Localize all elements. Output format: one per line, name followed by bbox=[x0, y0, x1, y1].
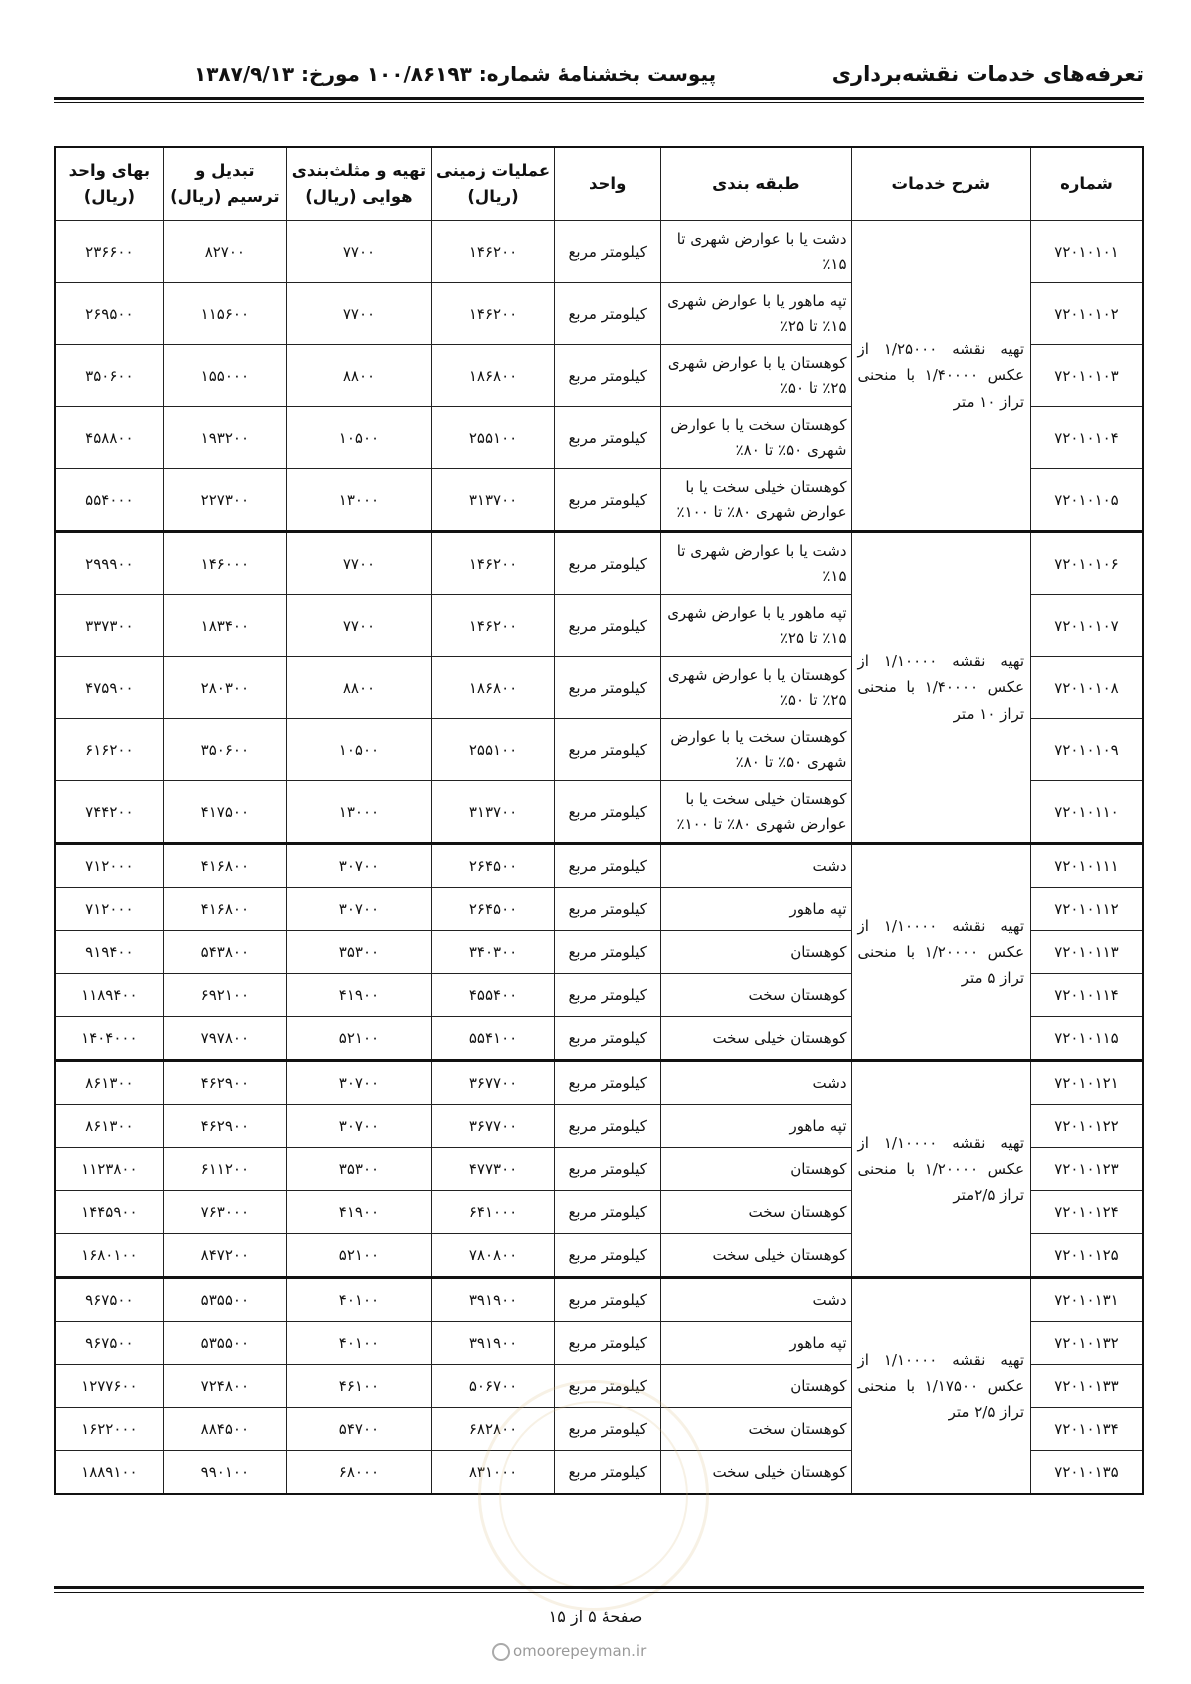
row-number: ۷۲۰۱۰۱۱۰ bbox=[1031, 781, 1143, 844]
row-number: ۷۲۰۱۰۱۲۱ bbox=[1031, 1061, 1143, 1105]
classification-cell: کوهستان سخت bbox=[661, 1408, 851, 1451]
row-number: ۷۲۰۱۰۱۲۳ bbox=[1031, 1148, 1143, 1191]
classification-cell: تپه ماهور یا با عوارض شهری ۱۵٪ تا ۲۵٪ bbox=[661, 283, 851, 345]
classification-cell: کوهستان خیلی سخت یا با عوارض شهری ۸۰٪ تا ۱۰۰٪ bbox=[661, 469, 851, 532]
drawing-cell: ۲۲۷۳۰۰ bbox=[163, 469, 286, 532]
col-header-number: شماره bbox=[1031, 147, 1143, 221]
row-number: ۷۲۰۱۰۱۰۳ bbox=[1031, 345, 1143, 407]
col-header-classification: طبقه بندی bbox=[661, 147, 851, 221]
document-title: تعرفه‌های خدمات نقشه‌برداری bbox=[831, 62, 1144, 86]
unit-cell: کیلومتر مربع bbox=[555, 469, 661, 532]
row-number: ۷۲۰۱۰۱۲۴ bbox=[1031, 1191, 1143, 1234]
classification-cell: دشت یا با عوارض شهری تا ۱۵٪ bbox=[661, 221, 851, 283]
drawing-cell: ۶۱۱۲۰۰ bbox=[163, 1148, 286, 1191]
footer-rule bbox=[54, 1586, 1144, 1589]
ground-ops-cell: ۸۳۱۰۰۰ bbox=[431, 1451, 554, 1495]
col-header-unit: واحد bbox=[555, 147, 661, 221]
at-icon bbox=[492, 1643, 510, 1661]
site-name: omoorepeyman.ir bbox=[513, 1642, 647, 1660]
unit-cell: کیلومتر مربع bbox=[555, 719, 661, 781]
unit-price-cell: ۹۱۹۴۰۰ bbox=[55, 931, 163, 974]
drawing-cell: ۱۵۵۰۰۰ bbox=[163, 345, 286, 407]
classification-cell: کوهستان bbox=[661, 1148, 851, 1191]
row-number: ۷۲۰۱۰۱۳۴ bbox=[1031, 1408, 1143, 1451]
aerial-cell: ۸۸۰۰ bbox=[286, 657, 431, 719]
row-number: ۷۲۰۱۰۱۳۱ bbox=[1031, 1278, 1143, 1322]
drawing-cell: ۵۳۵۵۰۰ bbox=[163, 1278, 286, 1322]
row-number: ۷۲۰۱۰۱۰۶ bbox=[1031, 532, 1143, 595]
aerial-cell: ۶۸۰۰۰ bbox=[286, 1451, 431, 1495]
drawing-cell: ۹۹۰۱۰۰ bbox=[163, 1451, 286, 1495]
table-row bbox=[55, 1278, 1143, 1322]
classification-cell: تپه ماهور یا با عوارض شهری ۱۵٪ تا ۲۵٪ bbox=[661, 595, 851, 657]
service-description: تهیه نقشه ۱/۱۰۰۰۰ از عکس ۱/۱۷۵۰۰ با منحنی تراز ۲/۵ متر bbox=[851, 1278, 1031, 1495]
drawing-cell: ۴۱۶۸۰۰ bbox=[163, 888, 286, 931]
drawing-cell: ۴۶۲۹۰۰ bbox=[163, 1105, 286, 1148]
unit-cell: کیلومتر مربع bbox=[555, 532, 661, 595]
aerial-cell: ۴۶۱۰۰ bbox=[286, 1365, 431, 1408]
classification-cell: کوهستان سخت یا با عوارض شهری ۵۰٪ تا ۸۰٪ bbox=[661, 719, 851, 781]
drawing-cell: ۵۳۵۵۰۰ bbox=[163, 1322, 286, 1365]
unit-cell: کیلومتر مربع bbox=[555, 1105, 661, 1148]
unit-price-cell: ۵۵۴۰۰۰ bbox=[55, 469, 163, 532]
unit-cell: کیلومتر مربع bbox=[555, 345, 661, 407]
aerial-cell: ۸۸۰۰ bbox=[286, 345, 431, 407]
unit-price-cell: ۸۶۱۳۰۰ bbox=[55, 1061, 163, 1105]
classification-cell: کوهستان سخت bbox=[661, 974, 851, 1017]
aerial-cell: ۳۰۷۰۰ bbox=[286, 888, 431, 931]
unit-price-cell: ۱۲۷۷۶۰۰ bbox=[55, 1365, 163, 1408]
drawing-cell: ۲۸۰۳۰۰ bbox=[163, 657, 286, 719]
circular-reference: پیوست بخشنامهٔ شماره: ۱۰۰/۸۶۱۹۳ مورخ: ۱۳۸۷/۹/۱۳ bbox=[194, 62, 717, 86]
row-number: ۷۲۰۱۰۱۰۵ bbox=[1031, 469, 1143, 532]
unit-price-cell: ۷۴۴۲۰۰ bbox=[55, 781, 163, 844]
unit-cell: کیلومتر مربع bbox=[555, 974, 661, 1017]
watermark-seal bbox=[478, 1380, 709, 1611]
unit-price-cell: ۱۶۲۲۰۰۰ bbox=[55, 1408, 163, 1451]
unit-price-cell: ۷۱۲۰۰۰ bbox=[55, 844, 163, 888]
aerial-cell: ۱۰۵۰۰ bbox=[286, 719, 431, 781]
drawing-cell: ۷۲۴۸۰۰ bbox=[163, 1365, 286, 1408]
unit-cell: کیلومتر مربع bbox=[555, 407, 661, 469]
aerial-cell: ۵۴۷۰۰ bbox=[286, 1408, 431, 1451]
unit-cell: کیلومتر مربع bbox=[555, 888, 661, 931]
drawing-cell: ۷۶۳۰۰۰ bbox=[163, 1191, 286, 1234]
ground-ops-cell: ۳۹۱۹۰۰ bbox=[431, 1278, 554, 1322]
classification-cell: کوهستان خیلی سخت یا با عوارض شهری ۸۰٪ تا ۱۰۰٪ bbox=[661, 781, 851, 844]
unit-price-cell: ۱۱۸۹۴۰۰ bbox=[55, 974, 163, 1017]
unit-price-cell: ۶۱۶۲۰۰ bbox=[55, 719, 163, 781]
aerial-cell: ۵۲۱۰۰ bbox=[286, 1234, 431, 1278]
unit-cell: کیلومتر مربع bbox=[555, 1322, 661, 1365]
unit-cell: کیلومتر مربع bbox=[555, 283, 661, 345]
unit-cell: کیلومتر مربع bbox=[555, 1148, 661, 1191]
row-number: ۷۲۰۱۰۱۱۳ bbox=[1031, 931, 1143, 974]
row-number: ۷۲۰۱۰۱۱۲ bbox=[1031, 888, 1143, 931]
ground-ops-cell: ۱۴۶۲۰۰ bbox=[431, 283, 554, 345]
row-number: ۷۲۰۱۰۱۳۳ bbox=[1031, 1365, 1143, 1408]
row-number: ۷۲۰۱۰۱۱۱ bbox=[1031, 844, 1143, 888]
aerial-cell: ۴۰۱۰۰ bbox=[286, 1278, 431, 1322]
unit-price-cell: ۱۶۸۰۱۰۰ bbox=[55, 1234, 163, 1278]
drawing-cell: ۳۵۰۶۰۰ bbox=[163, 719, 286, 781]
unit-price-cell: ۹۶۷۵۰۰ bbox=[55, 1278, 163, 1322]
header-rule bbox=[54, 97, 1144, 100]
unit-cell: کیلومتر مربع bbox=[555, 1451, 661, 1495]
drawing-cell: ۸۲۷۰۰ bbox=[163, 221, 286, 283]
unit-cell: کیلومتر مربع bbox=[555, 1408, 661, 1451]
unit-price-cell: ۸۶۱۳۰۰ bbox=[55, 1105, 163, 1148]
unit-cell: کیلومتر مربع bbox=[555, 1061, 661, 1105]
tariff-table bbox=[54, 146, 1144, 1495]
aerial-cell: ۳۵۳۰۰ bbox=[286, 931, 431, 974]
aerial-cell: ۳۰۷۰۰ bbox=[286, 1061, 431, 1105]
ground-ops-cell: ۳۶۷۷۰۰ bbox=[431, 1105, 554, 1148]
drawing-cell: ۱۴۶۰۰۰ bbox=[163, 532, 286, 595]
drawing-cell: ۱۹۳۲۰۰ bbox=[163, 407, 286, 469]
aerial-cell: ۳۵۳۰۰ bbox=[286, 1148, 431, 1191]
unit-price-cell: ۷۱۲۰۰۰ bbox=[55, 888, 163, 931]
unit-cell: کیلومتر مربع bbox=[555, 931, 661, 974]
row-number: ۷۲۰۱۰۱۱۴ bbox=[1031, 974, 1143, 1017]
unit-price-cell: ۲۳۶۶۰۰ bbox=[55, 221, 163, 283]
aerial-cell: ۷۷۰۰ bbox=[286, 595, 431, 657]
classification-cell: دشت bbox=[661, 844, 851, 888]
unit-price-cell: ۱۸۸۹۱۰۰ bbox=[55, 1451, 163, 1495]
ground-ops-cell: ۲۵۵۱۰۰ bbox=[431, 719, 554, 781]
page-header bbox=[54, 58, 1144, 94]
ground-ops-cell: ۱۴۶۲۰۰ bbox=[431, 532, 554, 595]
classification-cell: دشت bbox=[661, 1278, 851, 1322]
unit-cell: کیلومتر مربع bbox=[555, 1234, 661, 1278]
ground-ops-cell: ۱۸۶۸۰۰ bbox=[431, 345, 554, 407]
classification-cell: دشت یا با عوارض شهری تا ۱۵٪ bbox=[661, 532, 851, 595]
service-description: تهیه نقشه ۱/۱۰۰۰۰ از عکس ۱/۲۰۰۰۰ با منحنی تراز ۲/۵متر bbox=[851, 1061, 1031, 1278]
col-header-unit-price: بهای واحد (ریال) bbox=[55, 147, 163, 221]
drawing-cell: ۷۹۷۸۰۰ bbox=[163, 1017, 286, 1061]
col-header-description: شرح خدمات bbox=[851, 147, 1031, 221]
drawing-cell: ۴۶۲۹۰۰ bbox=[163, 1061, 286, 1105]
row-number: ۷۲۰۱۰۱۰۴ bbox=[1031, 407, 1143, 469]
row-number: ۷۲۰۱۰۱۰۷ bbox=[1031, 595, 1143, 657]
drawing-cell: ۱۱۵۶۰۰ bbox=[163, 283, 286, 345]
unit-price-cell: ۳۳۷۳۰۰ bbox=[55, 595, 163, 657]
ground-ops-cell: ۶۸۲۸۰۰ bbox=[431, 1408, 554, 1451]
ground-ops-cell: ۳۱۳۷۰۰ bbox=[431, 469, 554, 532]
drawing-cell: ۸۸۴۵۰۰ bbox=[163, 1408, 286, 1451]
unit-price-cell: ۱۱۲۳۸۰۰ bbox=[55, 1148, 163, 1191]
table-row bbox=[55, 844, 1143, 888]
row-number: ۷۲۰۱۰۱۲۵ bbox=[1031, 1234, 1143, 1278]
aerial-cell: ۷۷۰۰ bbox=[286, 532, 431, 595]
ground-ops-cell: ۲۵۵۱۰۰ bbox=[431, 407, 554, 469]
unit-cell: کیلومتر مربع bbox=[555, 657, 661, 719]
col-header-aerial-triangulation: تهیه و مثلث‌بندی هوایی (ریال) bbox=[286, 147, 431, 221]
ground-ops-cell: ۵۰۶۷۰۰ bbox=[431, 1365, 554, 1408]
classification-cell: کوهستان سخت bbox=[661, 1191, 851, 1234]
ground-ops-cell: ۳۶۷۷۰۰ bbox=[431, 1061, 554, 1105]
unit-cell: کیلومتر مربع bbox=[555, 1191, 661, 1234]
classification-cell: کوهستان یا با عوارض شهری ۲۵٪ تا ۵۰٪ bbox=[661, 657, 851, 719]
ground-ops-cell: ۳۱۳۷۰۰ bbox=[431, 781, 554, 844]
classification-cell: دشت bbox=[661, 1061, 851, 1105]
classification-cell: کوهستان خیلی سخت bbox=[661, 1234, 851, 1278]
aerial-cell: ۳۰۷۰۰ bbox=[286, 844, 431, 888]
table-row bbox=[55, 1061, 1143, 1105]
unit-price-cell: ۱۴۴۵۹۰۰ bbox=[55, 1191, 163, 1234]
ground-ops-cell: ۲۶۴۵۰۰ bbox=[431, 844, 554, 888]
drawing-cell: ۱۸۳۴۰۰ bbox=[163, 595, 286, 657]
row-number: ۷۲۰۱۰۱۰۸ bbox=[1031, 657, 1143, 719]
ground-ops-cell: ۱۴۶۲۰۰ bbox=[431, 595, 554, 657]
drawing-cell: ۶۹۲۱۰۰ bbox=[163, 974, 286, 1017]
col-header-ground-ops: عملیات زمینی (ریال) bbox=[431, 147, 554, 221]
aerial-cell: ۱۳۰۰۰ bbox=[286, 781, 431, 844]
row-number: ۷۲۰۱۰۱۰۱ bbox=[1031, 221, 1143, 283]
unit-cell: کیلومتر مربع bbox=[555, 1278, 661, 1322]
header-rule-thin bbox=[54, 102, 1144, 103]
page-number: صفحهٔ ۵ از ۱۵ bbox=[548, 1607, 643, 1626]
classification-cell: تپه ماهور bbox=[661, 1105, 851, 1148]
service-description: تهیه نقشه ۱/۱۰۰۰۰ از عکس ۱/۲۰۰۰۰ با منحنی تراز ۵ متر bbox=[851, 844, 1031, 1061]
unit-price-cell: ۱۴۰۴۰۰۰ bbox=[55, 1017, 163, 1061]
ground-ops-cell: ۴۷۷۳۰۰ bbox=[431, 1148, 554, 1191]
footer-rule-thin bbox=[54, 1592, 1144, 1593]
ground-ops-cell: ۱۴۶۲۰۰ bbox=[431, 221, 554, 283]
aerial-cell: ۷۷۰۰ bbox=[286, 221, 431, 283]
aerial-cell: ۳۰۷۰۰ bbox=[286, 1105, 431, 1148]
table-row bbox=[55, 221, 1143, 283]
aerial-cell: ۱۳۰۰۰ bbox=[286, 469, 431, 532]
table-row bbox=[55, 532, 1143, 595]
unit-price-cell: ۴۵۸۸۰۰ bbox=[55, 407, 163, 469]
table-header-row bbox=[55, 147, 1143, 221]
drawing-cell: ۴۱۶۸۰۰ bbox=[163, 844, 286, 888]
unit-cell: کیلومتر مربع bbox=[555, 1017, 661, 1061]
site-watermark bbox=[492, 1642, 646, 1661]
row-number: ۷۲۰۱۰۱۲۲ bbox=[1031, 1105, 1143, 1148]
ground-ops-cell: ۳۹۱۹۰۰ bbox=[431, 1322, 554, 1365]
ground-ops-cell: ۳۴۰۳۰۰ bbox=[431, 931, 554, 974]
aerial-cell: ۷۷۰۰ bbox=[286, 283, 431, 345]
unit-price-cell: ۹۶۷۵۰۰ bbox=[55, 1322, 163, 1365]
classification-cell: تپه ماهور bbox=[661, 1322, 851, 1365]
row-number: ۷۲۰۱۰۱۰۲ bbox=[1031, 283, 1143, 345]
classification-cell: کوهستان خیلی سخت bbox=[661, 1017, 851, 1061]
table-body bbox=[55, 221, 1143, 1495]
drawing-cell: ۴۱۷۵۰۰ bbox=[163, 781, 286, 844]
classification-cell: کوهستان bbox=[661, 931, 851, 974]
ground-ops-cell: ۶۴۱۰۰۰ bbox=[431, 1191, 554, 1234]
aerial-cell: ۴۰۱۰۰ bbox=[286, 1322, 431, 1365]
aerial-cell: ۴۱۹۰۰ bbox=[286, 974, 431, 1017]
col-header-conversion-drawing: تبدیل و ترسیم (ریال) bbox=[163, 147, 286, 221]
classification-cell: کوهستان خیلی سخت bbox=[661, 1451, 851, 1495]
row-number: ۷۲۰۱۰۱۰۹ bbox=[1031, 719, 1143, 781]
aerial-cell: ۱۰۵۰۰ bbox=[286, 407, 431, 469]
ground-ops-cell: ۱۸۶۸۰۰ bbox=[431, 657, 554, 719]
row-number: ۷۲۰۱۰۱۱۵ bbox=[1031, 1017, 1143, 1061]
classification-cell: کوهستان bbox=[661, 1365, 851, 1408]
unit-cell: کیلومتر مربع bbox=[555, 844, 661, 888]
unit-price-cell: ۳۵۰۶۰۰ bbox=[55, 345, 163, 407]
unit-cell: کیلومتر مربع bbox=[555, 781, 661, 844]
aerial-cell: ۴۱۹۰۰ bbox=[286, 1191, 431, 1234]
row-number: ۷۲۰۱۰۱۳۵ bbox=[1031, 1451, 1143, 1495]
drawing-cell: ۸۴۷۲۰۰ bbox=[163, 1234, 286, 1278]
unit-price-cell: ۲۶۹۵۰۰ bbox=[55, 283, 163, 345]
ground-ops-cell: ۲۶۴۵۰۰ bbox=[431, 888, 554, 931]
ground-ops-cell: ۷۸۰۸۰۰ bbox=[431, 1234, 554, 1278]
service-description: تهیه نقشه ۱/۱۰۰۰۰ از عکس ۱/۴۰۰۰۰ با منحنی تراز ۱۰ متر bbox=[851, 532, 1031, 844]
unit-price-cell: ۲۹۹۹۰۰ bbox=[55, 532, 163, 595]
unit-cell: کیلومتر مربع bbox=[555, 1365, 661, 1408]
unit-cell: کیلومتر مربع bbox=[555, 595, 661, 657]
service-description: تهیه نقشه ۱/۲۵۰۰۰ از عکس ۱/۴۰۰۰۰ با منحنی تراز ۱۰ متر bbox=[851, 221, 1031, 532]
drawing-cell: ۵۴۳۸۰۰ bbox=[163, 931, 286, 974]
unit-price-cell: ۴۷۵۹۰۰ bbox=[55, 657, 163, 719]
classification-cell: کوهستان سخت یا با عوارض شهری ۵۰٪ تا ۸۰٪ bbox=[661, 407, 851, 469]
classification-cell: تپه ماهور bbox=[661, 888, 851, 931]
classification-cell: کوهستان یا با عوارض شهری ۲۵٪ تا ۵۰٪ bbox=[661, 345, 851, 407]
ground-ops-cell: ۴۵۵۴۰۰ bbox=[431, 974, 554, 1017]
unit-cell: کیلومتر مربع bbox=[555, 221, 661, 283]
aerial-cell: ۵۲۱۰۰ bbox=[286, 1017, 431, 1061]
ground-ops-cell: ۵۵۴۱۰۰ bbox=[431, 1017, 554, 1061]
row-number: ۷۲۰۱۰۱۳۲ bbox=[1031, 1322, 1143, 1365]
